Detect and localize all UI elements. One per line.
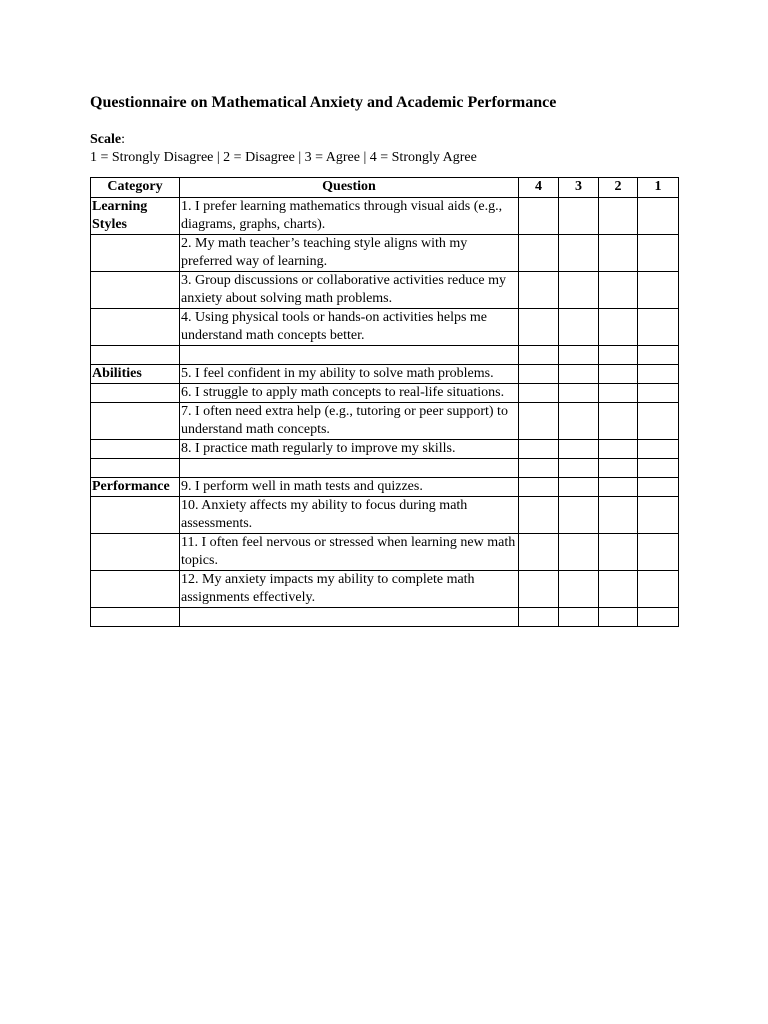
table-row xyxy=(91,571,679,608)
category-cell xyxy=(91,272,180,309)
document-page xyxy=(90,92,678,627)
rating-cell-1[interactable] xyxy=(638,497,679,534)
table-row xyxy=(91,440,679,459)
rating-cell-2[interactable] xyxy=(599,365,638,384)
category-cell xyxy=(91,497,180,534)
rating-cell-3[interactable] xyxy=(559,198,599,235)
table-row xyxy=(91,198,679,235)
header-category: Category xyxy=(91,178,180,198)
scale-label: Scale xyxy=(90,132,122,147)
category-cell xyxy=(91,309,180,346)
table-row xyxy=(91,272,679,309)
header-rating-1: 1 xyxy=(638,178,679,198)
rating-cell-2[interactable] xyxy=(599,478,638,497)
table-row xyxy=(91,478,679,497)
rating-cell-2[interactable] xyxy=(599,198,638,235)
questionnaire-table xyxy=(90,177,679,627)
header-question: Question xyxy=(180,178,519,198)
rating-cell-4[interactable] xyxy=(519,235,559,272)
rating-cell-4[interactable] xyxy=(519,497,559,534)
rating-cell-3[interactable] xyxy=(559,440,599,459)
rating-cell-1[interactable] xyxy=(638,534,679,571)
rating-cell-4[interactable] xyxy=(519,403,559,440)
question-cell: 7. I often need extra help (e.g., tutoring or peer support) to understand math concepts. xyxy=(180,403,519,440)
question-cell: 6. I struggle to apply math concepts to real-life situations. xyxy=(180,384,519,403)
table-row xyxy=(91,497,679,534)
rating-cell-4[interactable] xyxy=(519,478,559,497)
category-cell xyxy=(91,571,180,608)
rating-cell-4[interactable] xyxy=(519,571,559,608)
question-cell xyxy=(180,608,519,627)
question-cell: 3. Group discussions or collaborative activities reduce my anxiety about solving math problems. xyxy=(180,272,519,309)
table-row-spacer xyxy=(91,346,679,365)
rating-cell-3 xyxy=(559,608,599,627)
rating-cell-1 xyxy=(638,346,679,365)
rating-cell-1[interactable] xyxy=(638,384,679,403)
rating-cell-1[interactable] xyxy=(638,571,679,608)
rating-cell-1[interactable] xyxy=(638,309,679,346)
rating-cell-4 xyxy=(519,608,559,627)
rating-cell-4[interactable] xyxy=(519,365,559,384)
category-cell xyxy=(91,459,180,478)
rating-cell-2[interactable] xyxy=(599,235,638,272)
rating-cell-1[interactable] xyxy=(638,403,679,440)
rating-cell-1 xyxy=(638,459,679,478)
category-cell xyxy=(91,440,180,459)
category-cell: Performance xyxy=(91,478,180,497)
document-title: Questionnaire on Mathematical Anxiety and Academic Performance xyxy=(90,94,557,111)
header-rating-2: 2 xyxy=(599,178,638,198)
rating-cell-2[interactable] xyxy=(599,309,638,346)
rating-cell-2[interactable] xyxy=(599,272,638,309)
table-row xyxy=(91,235,679,272)
rating-cell-2 xyxy=(599,608,638,627)
rating-cell-3[interactable] xyxy=(559,534,599,571)
rating-cell-3[interactable] xyxy=(559,365,599,384)
question-cell xyxy=(180,346,519,365)
rating-cell-2[interactable] xyxy=(599,571,638,608)
rating-cell-3[interactable] xyxy=(559,403,599,440)
rating-cell-4[interactable] xyxy=(519,272,559,309)
question-cell: 9. I perform well in math tests and quizzes. xyxy=(180,478,519,497)
scale-colon: : xyxy=(121,132,125,147)
rating-cell-1[interactable] xyxy=(638,272,679,309)
rating-cell-2[interactable] xyxy=(599,440,638,459)
scale-section xyxy=(90,131,678,167)
rating-cell-1[interactable] xyxy=(638,478,679,497)
rating-cell-1[interactable] xyxy=(638,365,679,384)
category-cell: Learning Styles xyxy=(91,198,180,235)
scale-description: 1 = Strongly Disagree | 2 = Disagree | 3 = Agree | 4 = Strongly Agree xyxy=(90,150,477,165)
rating-cell-3[interactable] xyxy=(559,235,599,272)
question-cell: 11. I often feel nervous or stressed when learning new math topics. xyxy=(180,534,519,571)
question-cell: 8. I practice math regularly to improve my skills. xyxy=(180,440,519,459)
scale-heading xyxy=(90,131,678,149)
rating-cell-1 xyxy=(638,608,679,627)
table-row xyxy=(91,384,679,403)
header-rating-4: 4 xyxy=(519,178,559,198)
rating-cell-3 xyxy=(559,346,599,365)
rating-cell-3[interactable] xyxy=(559,384,599,403)
question-cell: 2. My math teacher’s teaching style aligns with my preferred way of learning. xyxy=(180,235,519,272)
rating-cell-2[interactable] xyxy=(599,384,638,403)
rating-cell-2 xyxy=(599,346,638,365)
category-cell xyxy=(91,534,180,571)
rating-cell-3[interactable] xyxy=(559,272,599,309)
rating-cell-4[interactable] xyxy=(519,384,559,403)
question-cell: 12. My anxiety impacts my ability to complete math assignments effectively. xyxy=(180,571,519,608)
table-row xyxy=(91,365,679,384)
header-rating-3: 3 xyxy=(559,178,599,198)
table-row xyxy=(91,534,679,571)
rating-cell-3[interactable] xyxy=(559,497,599,534)
rating-cell-4 xyxy=(519,459,559,478)
question-cell: 1. I prefer learning mathematics through visual aids (e.g., diagrams, graphs, charts). xyxy=(180,198,519,235)
rating-cell-4[interactable] xyxy=(519,309,559,346)
table-row xyxy=(91,309,679,346)
rating-cell-3[interactable] xyxy=(559,571,599,608)
question-cell: 4. Using physical tools or hands-on activities helps me understand math concepts better. xyxy=(180,309,519,346)
header-row xyxy=(91,178,679,198)
table-row xyxy=(91,403,679,440)
rating-cell-3[interactable] xyxy=(559,478,599,497)
rating-cell-4[interactable] xyxy=(519,198,559,235)
rating-cell-3[interactable] xyxy=(559,309,599,346)
rating-cell-4[interactable] xyxy=(519,534,559,571)
rating-cell-3 xyxy=(559,459,599,478)
rating-cell-2[interactable] xyxy=(599,534,638,571)
question-cell xyxy=(180,459,519,478)
rating-cell-4[interactable] xyxy=(519,440,559,459)
category-cell xyxy=(91,608,180,627)
rating-cell-1[interactable] xyxy=(638,198,679,235)
rating-cell-4 xyxy=(519,346,559,365)
question-cell: 10. Anxiety affects my ability to focus during math assessments. xyxy=(180,497,519,534)
rating-cell-1[interactable] xyxy=(638,440,679,459)
rating-cell-1[interactable] xyxy=(638,235,679,272)
table-row-spacer xyxy=(91,608,679,627)
question-cell: 5. I feel confident in my ability to solve math problems. xyxy=(180,365,519,384)
rating-cell-2 xyxy=(599,459,638,478)
category-cell xyxy=(91,403,180,440)
category-cell: Abilities xyxy=(91,365,180,384)
rating-cell-2[interactable] xyxy=(599,497,638,534)
rating-cell-2[interactable] xyxy=(599,403,638,440)
category-cell xyxy=(91,346,180,365)
category-cell xyxy=(91,235,180,272)
category-cell xyxy=(91,384,180,403)
table-row-spacer xyxy=(91,459,679,478)
